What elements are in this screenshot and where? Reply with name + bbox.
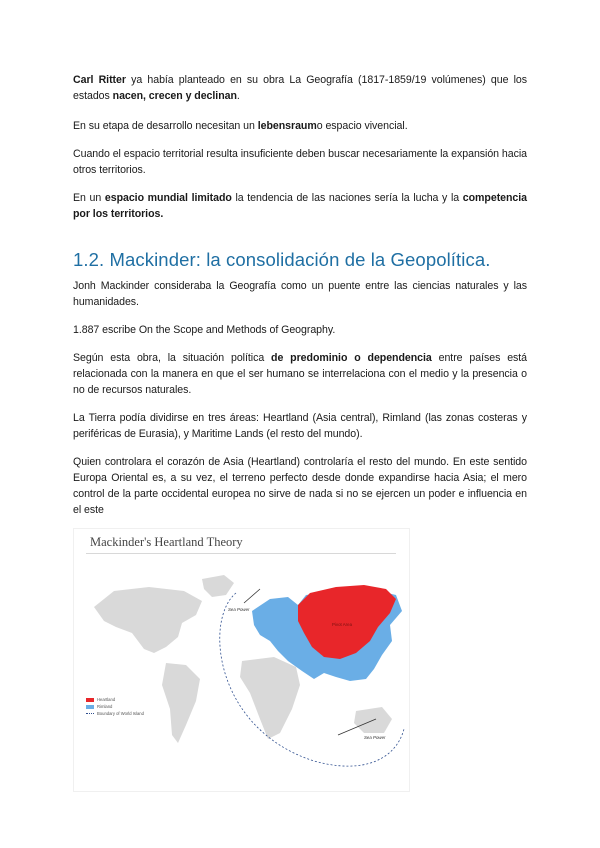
map-legend <box>86 696 144 717</box>
text-span: Según esta obra, la situación política <box>73 352 272 364</box>
paragraph-heartland: Quien controlara el corazón de Asia (Heartland) controlaría el resto del mundo. En este sentido Europa Oriental es, a su vez, el terreno perfecto desde donde expandirse hacia Asia; el mero control de la parte occidental europea no sirve de nada si no se ejercen un poder e influencia en el este <box>73 456 527 516</box>
paragraph-tres-areas: La Tierra podía dividirse en tres áreas: Heartland (Asia central), Rimland (las zonas costeras y periféricas de Eurasia), y Maritime Lands (el resto del mundo). <box>73 412 527 440</box>
legend-label: Rimland <box>97 704 113 709</box>
text-span: En su etapa de desarrollo necesitan un <box>73 120 258 132</box>
africa-shape <box>240 657 300 739</box>
paragraph-ritter <box>73 72 527 104</box>
sea-power-label-top: Sea Power <box>228 607 250 612</box>
legend-item-heartland <box>86 696 144 703</box>
legend-label: Heartland <box>97 697 116 702</box>
paragraph-mackinder: Jonh Mackinder consideraba la Geografía como un puente entre las ciencias naturales y las humanidades. <box>73 280 527 308</box>
legend-label: Boundary of World Island <box>97 711 144 716</box>
paragraph-expansion: Cuando el espacio territorial resulta insuficiente deben buscar necesariamente la expansión hacia otros territorios. <box>73 148 527 176</box>
sea-power-label-bottom: Sea Power <box>364 735 386 740</box>
paragraph-scope-methods: 1.887 escribe On the Scope and Methods of Geography. <box>73 324 336 336</box>
section-heading: 1.2. Mackinder: la consolidación de la Geopolítica. <box>73 249 491 270</box>
heartland-map-image <box>73 528 410 792</box>
south-america-shape <box>162 663 200 743</box>
world-map-graphic <box>74 529 409 791</box>
legend-swatch <box>86 713 94 714</box>
legend-item-boundary <box>86 710 144 717</box>
legend-swatch <box>86 705 94 709</box>
text-span: o espacio vivencial. <box>316 120 408 132</box>
paragraph-lebensraum <box>73 118 408 134</box>
greenland-shape <box>202 575 234 597</box>
paragraph-predominio <box>73 350 527 398</box>
pivot-area-label: Pivot Area <box>332 622 353 627</box>
paragraph-competencia <box>73 190 527 222</box>
bold-competencia: competencia por los territorios. <box>73 192 528 220</box>
bold-lebensraum: lebensraum <box>257 120 317 132</box>
north-america-shape <box>94 587 202 653</box>
text-span: la tendencia de las naciones sería la lucha y la <box>231 192 463 204</box>
text-span: . <box>236 90 240 102</box>
bold-espacio-mundial: espacio mundial limitado <box>104 192 232 204</box>
bold-nacen-crecen: nacen, crecen y declinan <box>112 90 237 102</box>
text-span: ya había planteado en su obra La Geografía (1817-1859/19 volúmenes) que los estados <box>73 74 527 102</box>
sea-power-arrow-top <box>244 589 260 603</box>
text-span: En un <box>73 192 105 204</box>
legend-swatch <box>86 698 94 702</box>
legend-item-rimland <box>86 703 144 710</box>
bold-predominio: de predominio o dependencia <box>271 352 432 364</box>
map-title: Mackinder's Heartland Theory <box>90 535 243 549</box>
bold-carl-ritter: Carl Ritter <box>73 74 126 86</box>
text-span: entre países está relacionada con la manera en que el ser humano se interrelaciona con el medio y la presencia o no de recursos naturales. <box>73 352 528 396</box>
